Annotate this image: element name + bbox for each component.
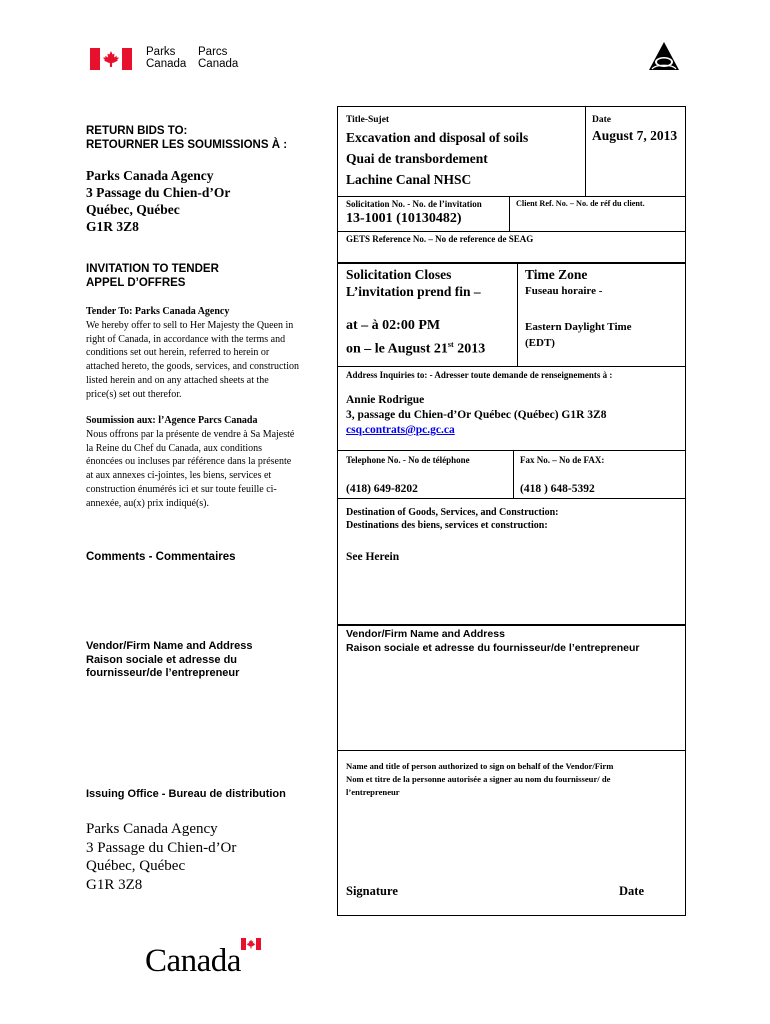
issuing-address: Parks Canada Agency 3 Passage du Chien-d’Or Québec, Québec G1R 3Z8	[86, 821, 237, 893]
canada-wordmark	[145, 942, 270, 984]
tender-to-block: Tender To: Parks Canada Agency We hereby offer to sell to Her Majesty the Queen in right of Canada, in accordance with the terms and conditions set out herein, referred to herein or attached hereto, the goods, services, and construction listed herein and on any attached sheets at the price(s) set out therefor.	[86, 306, 299, 400]
signature-label: Signature	[346, 884, 398, 898]
solicitation-closes-label: Solicitation Closes L’invitation prend fin –	[346, 267, 481, 299]
comments-label: Comments - Commentaires	[86, 551, 236, 563]
fax-label: Fax No. – No de FAX:	[520, 455, 605, 465]
parks-canada-signature	[90, 46, 250, 72]
closing-datetime: at – à 02:00 PM on – le August 21st 2013	[346, 318, 486, 357]
itt-fr: APPEL D’OFFRES	[86, 277, 186, 289]
wordmark-fr-2: Canada	[198, 58, 239, 70]
inquiries-label: Address Inquiries to: - Adresser toute demande de renseignements à :	[346, 370, 613, 380]
telephone-label: Telephone No. - No de téléphone	[346, 455, 470, 465]
solicitation-value: 13-1001 (10130482)	[346, 211, 462, 226]
return-address: Parks Canada Agency 3 Passage du Chien-d’Or Québec, Québec G1R 3Z8	[86, 168, 231, 234]
itt-en: INVITATION TO TENDER	[86, 263, 219, 275]
timezone-label: Time Zone Fuseau horaire -	[525, 267, 603, 297]
see-herein: See Herein	[346, 551, 400, 563]
date-label: Date	[592, 115, 611, 125]
signature-date-label: Date	[619, 884, 644, 898]
gets-label: GETS Reference No. – No de reference de SEAG	[346, 234, 534, 244]
telephone-value: (418) 649-8202	[346, 483, 418, 495]
date-value: August 7, 2013	[592, 128, 678, 143]
canada-flag-icon	[90, 48, 132, 70]
wordmark-flag-icon	[241, 938, 261, 950]
vendor-label-left: Vendor/Firm Name and Address Raison sociale et adresse du fournisseur/de l’entrepreneur	[86, 640, 253, 679]
return-bids-en: RETURN BIDS TO:	[86, 125, 188, 137]
fax-value: (418 ) 648-5392	[520, 483, 595, 495]
wordmark-en-1: Parks	[146, 46, 176, 58]
contact-block	[346, 393, 606, 438]
soumission-block: Soumission aux: l’Agence Parcs Canada Nous offrons par la présente de vendre à Sa Majesté la Reine du Chef du Canada, aux conditions énoncées ou incluses par référence dans la présente at aux annexes ci-jointes, les biens, services et construction énumérés ici et sur toute feuille ci- annexée, au(x) prix indiqué(s).	[86, 415, 295, 509]
vendor-label-right: Vendor/Firm Name and Address Raison sociale et adresse du fournisseur/de l’entrepreneur	[346, 628, 640, 654]
contact-name: Annie Rodrigue	[346, 394, 425, 406]
wordmark-en-2: Canada	[146, 58, 187, 70]
canada-wordmark-text: Canada	[145, 943, 241, 979]
beaver-logo-icon	[646, 40, 682, 76]
issuing-office-label: Issuing Office - Bureau de distribution	[86, 788, 286, 800]
contact-email-link[interactable]: csq.contrats@pc.gc.ca	[346, 424, 455, 436]
client-ref-label: Client Ref. No. – No. de réf du client.	[516, 199, 645, 208]
solicitation-label: Solicitation No. - No. de l’invitation	[346, 199, 482, 209]
contact-address: 3, passage du Chien-d’Or Québec (Québec) G1R 3Z8	[346, 409, 607, 421]
title-label: Title-Sujet	[346, 115, 390, 125]
wordmark-fr-1: Parcs	[198, 46, 228, 58]
destination-label: Destination of Goods, Services, and Construction: Destinations des biens, services et construction:	[346, 507, 559, 531]
timezone-value: Eastern Daylight Time (EDT)	[525, 321, 632, 349]
title-value: Excavation and disposal of soils Quai de transbordement Lachine Canal NHSC	[346, 130, 529, 187]
authorized-person-label: Name and title of person authorized to sign on behalf of the Vendor/Firm Nom et titre de la personne autorisée a signer au nom du fournisseur/ de l’entrepreneur	[346, 761, 614, 797]
return-bids-fr: RETOURNER LES SOUMISSIONS À :	[86, 139, 288, 151]
